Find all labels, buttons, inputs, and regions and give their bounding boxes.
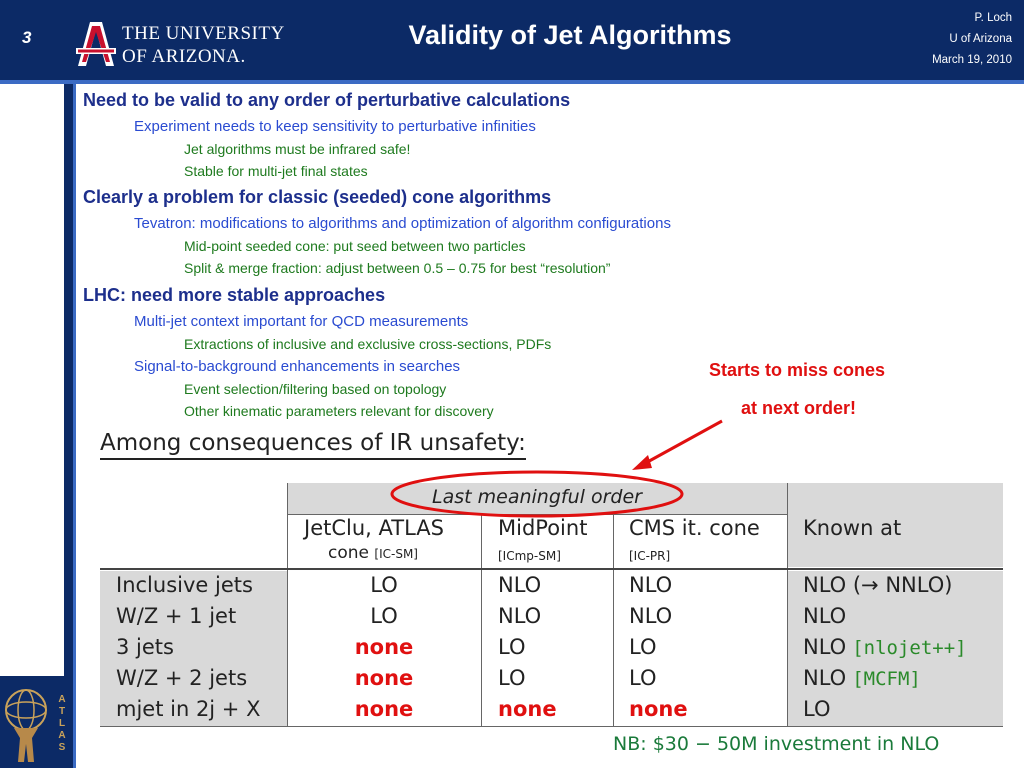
svg-text:A: A [58,730,66,741]
col-header-cms-sub: [IC-PR] [629,549,671,563]
bullet-level2: Signal-to-background enhancements in searches [134,358,461,375]
table-cell: LO [370,604,398,628]
author-info [932,8,1012,71]
col-header-midpoint-sub: [ICmp-SM] [498,549,561,563]
svg-text:L: L [58,718,66,729]
bullet-level2: Multi-jet context important for QCD measurements [134,313,469,330]
university-logo [76,18,285,70]
known-at-cell [803,635,967,659]
svg-text:S: S [58,742,66,753]
col-header-jetclu: JetClu, ATLAS [304,516,444,540]
known-at-value: NLO [803,604,847,628]
bullet-level1: Clearly a problem for classic (seeded) cone algorithms [83,187,552,207]
header-divider [0,80,1024,84]
annotation-line-2: at next order! [741,398,857,418]
table-heading: Among consequences of IR unsafety: [100,430,526,460]
known-at-cell [803,604,846,628]
col-header-jetclu-sub: cone [IC-SM] [328,543,418,563]
known-at-value: NLO (→ NNLO) [803,573,953,597]
table-cell: NLO [629,604,673,628]
presentation-date: March 19, 2010 [932,54,1012,66]
table-cell: none [354,666,414,690]
table-cell: LO [498,635,526,659]
bullet-level3: Event selection/filtering based on topology [184,381,447,397]
comparison-table [100,483,1003,727]
arizona-a-logo-icon [76,18,116,70]
logo-text-line-1: THE UNIVERSITY [122,23,285,44]
table-cell: LO [498,666,526,690]
table-cell: NLO [498,573,542,597]
known-at-value: LO [803,697,831,721]
known-at-header: Known at [803,516,902,540]
sidebar-bar-accent [73,84,76,768]
bullet-level2: Experiment needs to keep sensitivity to perturbative infinities [134,118,536,135]
known-at-cell [803,666,921,690]
table-cell: LO [370,573,398,597]
bullet-level1: Need to be valid to any order of perturbative calculations [83,90,571,110]
bullet-level1: LHC: need more stable approaches [83,285,386,305]
table-cell: none [354,697,414,721]
table-cell: none [354,635,414,659]
col-header-cms: CMS it. cone [629,516,760,540]
logo-text-line-2: OF ARIZONA. [122,46,246,67]
slide-header [0,0,1024,80]
annotation-line-1: Starts to miss cones [709,360,886,380]
known-at-cell [803,697,830,721]
known-at-reference: [MCFM] [852,668,921,690]
row-label: W/Z + 2 jets [116,666,248,690]
author-institution: U of Arizona [949,33,1012,45]
known-at-value: NLO [803,666,847,690]
table-cell: none [629,697,688,721]
col-header-midpoint: MidPoint [498,516,588,540]
annotation-arrow-head [632,455,652,470]
table-cell: none [498,697,557,721]
svg-text:T: T [58,706,66,717]
atlas-figure-icon [0,676,73,768]
row-label: Inclusive jets [116,573,253,597]
bullet-level3: Split & merge fraction: adjust between 0.5 – 0.75 for best “resolution” [184,260,611,276]
svg-text:A: A [58,694,66,705]
bullet-level3: Mid-point seeded cone: put seed between two particles [184,238,526,254]
row-label: mjet in 2j + X [116,697,261,721]
slide-number: 3 [22,28,32,47]
known-at-reference: [nlojet++] [852,637,967,659]
sidebar-bar [64,84,73,768]
table-cell: NLO [629,573,673,597]
slide-title: Validity of Jet Algorithms [408,20,732,50]
row-label: W/Z + 1 jet [116,604,237,628]
known-at-value: NLO [803,635,847,659]
bullet-level2: Tevatron: modifications to algorithms and optimization of algorithm configurations [134,215,671,232]
row-label: 3 jets [116,635,174,659]
investment-note: NB: $30 − 50M investment in NLO [613,733,940,755]
group-header-last-meaningful-order: Last meaningful order [432,486,642,508]
bullet-level3: Extractions of inclusive and exclusive cross-sections, PDFs [184,336,552,352]
table-cell: LO [629,666,657,690]
table-cell: LO [629,635,657,659]
table-cell: NLO [498,604,542,628]
bullet-level3: Stable for multi-jet final states [184,163,368,179]
known-at-cell [803,573,952,597]
annotation-arrow-line [642,421,722,465]
bullet-level3: Jet algorithms must be infrared safe! [184,141,411,157]
author-name: P. Loch [974,12,1012,24]
bullet-level3: Other kinematic parameters relevant for discovery [184,403,494,419]
atlas-logo [0,676,73,768]
